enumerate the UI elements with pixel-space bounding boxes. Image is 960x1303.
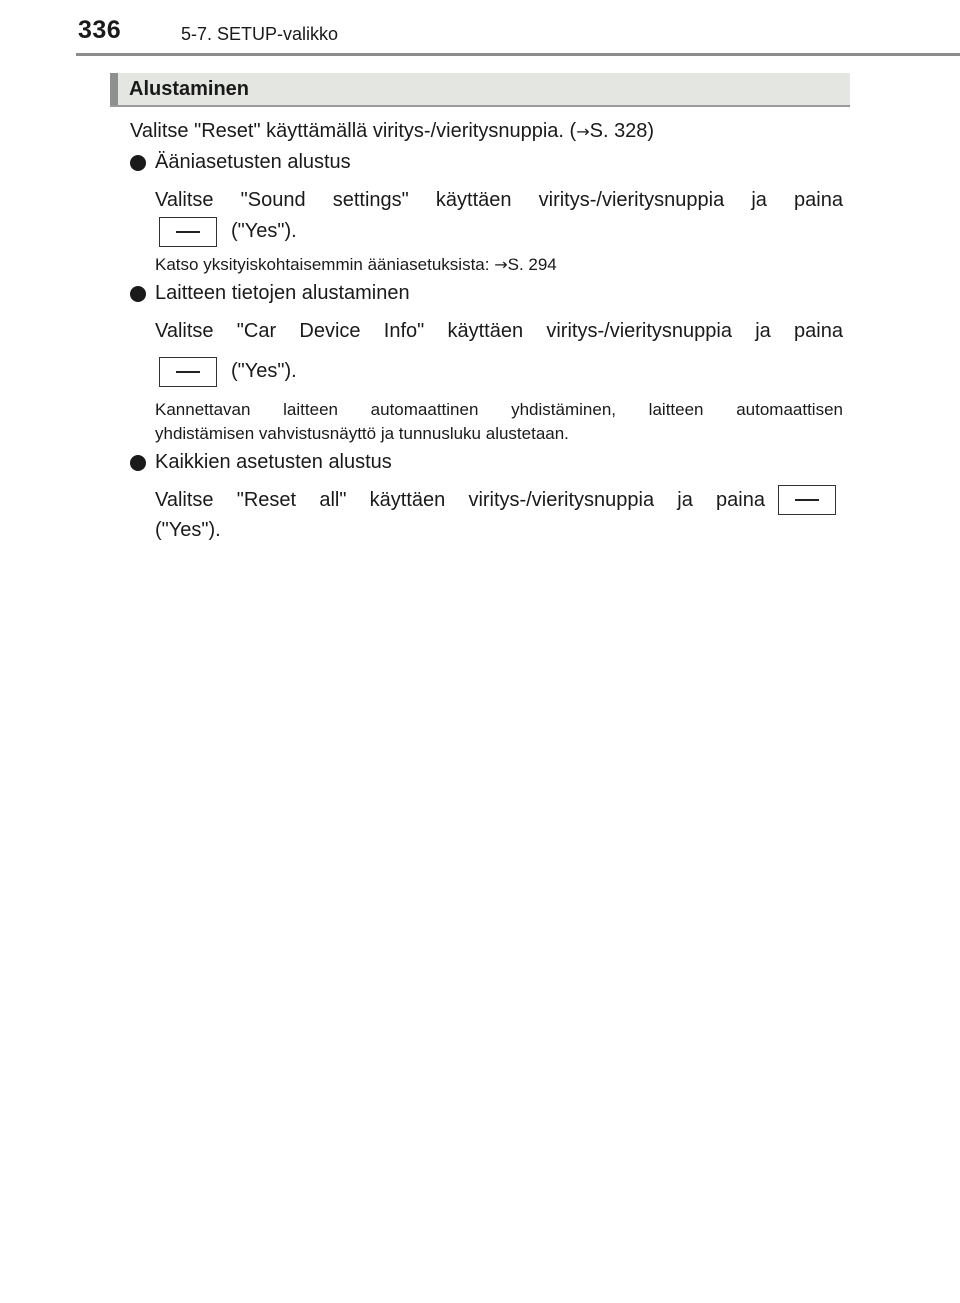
note-text: Katso yksityiskohtaisemmin ääniasetuksista: — [155, 255, 495, 274]
item-yes-sound: ("Yes"). — [231, 220, 297, 242]
item-instruction-sound: Valitse "Sound settings" käyttäen viritys-/vieritysnuppia ja paina — [155, 189, 843, 211]
intro-text: Valitse "Reset" käyttämällä viritys-/vieritysnuppia. ( — [130, 120, 577, 142]
section-title: Alustaminen — [129, 78, 250, 100]
section-heading-bar — [110, 73, 850, 107]
bullet-icon — [130, 155, 146, 171]
reference-arrow-icon: → — [494, 255, 508, 274]
item-note-sound — [155, 254, 557, 276]
chapter-title: 5-7. SETUP-valikko — [181, 24, 339, 44]
reference-arrow-icon: → — [576, 122, 590, 141]
item-instruction-device: Valitse "Car Device Info" käyttäen viritys-/vieritysnuppia ja paina — [155, 320, 843, 342]
note-page-reference: S. 294 — [507, 255, 557, 274]
header-divider — [76, 53, 960, 56]
item-heading-device: Laitteen tietojen alustaminen — [155, 282, 410, 304]
bullet-icon — [130, 286, 146, 302]
item-note-device-line1: Kannettavan laitteen automaattinen yhdistäminen, laitteen automaattisen — [155, 400, 843, 419]
item-heading-all: Kaikkien asetusten alustus — [155, 451, 392, 473]
page-number: 336 — [78, 16, 122, 44]
dash-key-icon — [159, 357, 217, 387]
item-instruction-all: Valitse "Reset all" käyttäen viritys-/vieritysnuppia ja paina — [155, 489, 765, 511]
dash-key-icon — [159, 217, 217, 247]
dash-key-icon — [778, 485, 836, 515]
bullet-icon — [130, 455, 146, 471]
intro-page-reference: S. 328) — [589, 120, 655, 142]
item-heading-sound: Ääniasetusten alustus — [155, 151, 351, 173]
item-yes-all: ("Yes"). — [155, 519, 221, 541]
item-note-device-line2: yhdistämisen vahvistusnäyttö ja tunnusluku alustetaan. — [155, 424, 569, 443]
item-yes-device: ("Yes"). — [231, 360, 297, 382]
intro-paragraph — [130, 116, 654, 147]
page-header — [78, 14, 878, 54]
